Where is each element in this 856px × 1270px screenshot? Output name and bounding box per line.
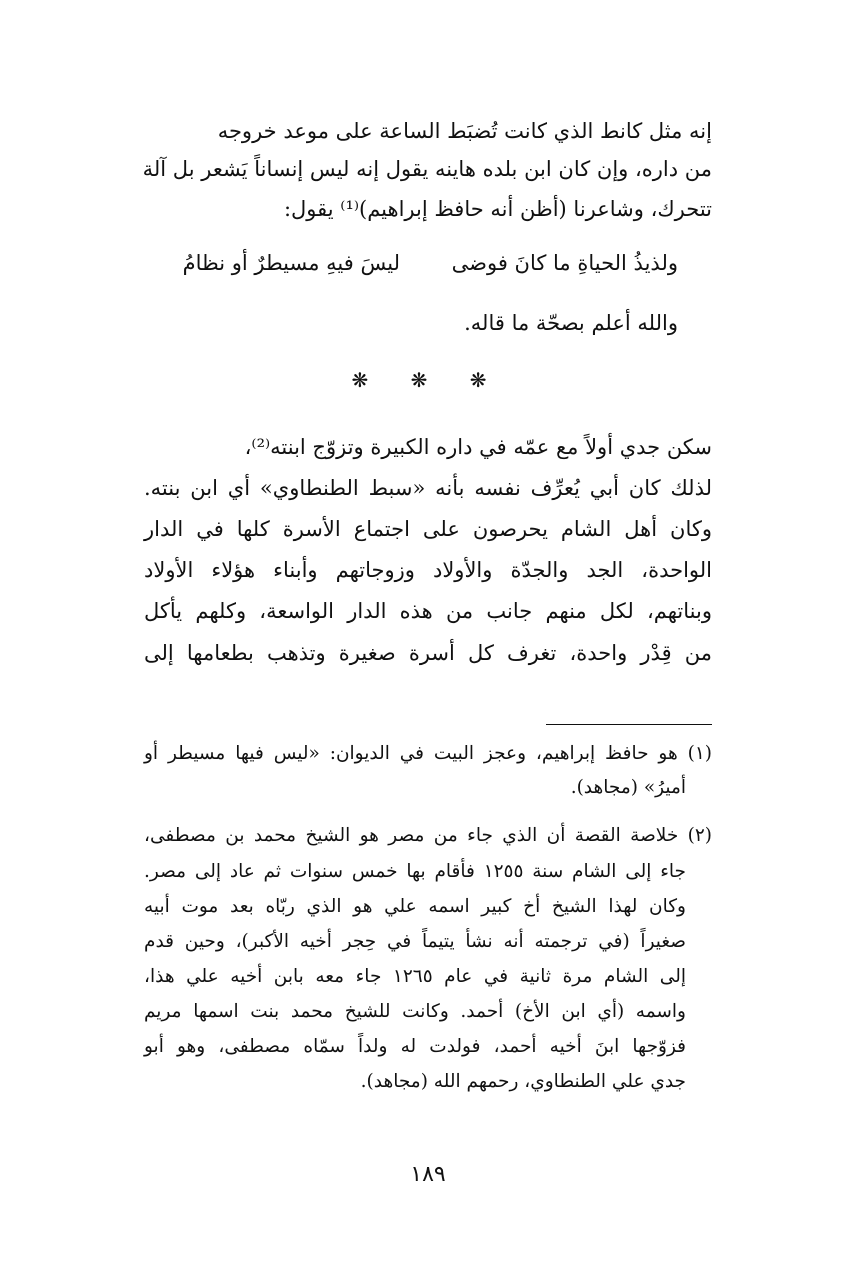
footnote-line: جدي علي الطنطاوي، رحمهم الله (مجاهد). (360, 1071, 686, 1092)
footnote-line: واسمه (أي ابن الأخ) أحمد. وكانت للشيخ محمد بنت اسمها مريم (144, 1001, 686, 1022)
body-line: سكن جدي أولاً مع عمّه في داره الكبيرة وتزوّج ابنته⁽²⁾، (244, 435, 712, 459)
footnote-line: (٢) خلاصة القصة أن الذي جاء من مصر هو الشيخ محمد بن مصطفى، (144, 825, 712, 846)
verse-second-hemistich: ليسَ فيهِ مسيطرٌ أو نظامُ (182, 251, 400, 275)
body-line: من قِدْر واحدة، تغرف كل أسرة صغيرة وتذهب بطعامها إلى (144, 641, 712, 665)
body-line: الواحدة، الجد والجدّة والأولاد وزوجاتهم وأبناء هؤلاء الأولاد (144, 558, 712, 582)
body-line: تتحرك، وشاعرنا (أظن أنه حافظ إبراهيم)⁽¹⁾ يقول: (283, 197, 712, 221)
body-line: وبناتهم، لكل منهم جانب من هذه الدار الواسعة، وكلهم يأكل (144, 599, 712, 623)
footnote-line: (١) هو حافظ إبراهيم، وعجز البيت في الديوان: «ليس فيها مسيطر أو (144, 743, 712, 764)
closing-line: والله أعلم بصحّة ما قاله. (464, 311, 678, 335)
footnote-line: صغيراً (في ترجمته أنه نشأ يتيماً في حِجر أخيه الأكبر)، وحين قدم (144, 931, 686, 952)
section-separator: ❋ ❋ ❋ (351, 368, 505, 392)
footnote-rule (546, 724, 712, 725)
footnote-line: وكان لهذا الشيخ أخ كبير اسمه علي هو الذي ربّاه بعد موت أبيه (144, 896, 686, 917)
body-line: من داره، وإن كان ابن بلده هاينه يقول إنه ليس إنساناً يَشعر بل آلة (142, 157, 712, 181)
body-line: لذلك كان أبي يُعرِّف نفسه بأنه «سبط الطنطاوي» أي ابن بنته. (144, 476, 712, 500)
footnote-line: أميرُ» (مجاهد). (570, 777, 686, 798)
body-line: إنه مثل كانط الذي كانت تُضبَط الساعة على موعد خروجه (217, 119, 712, 143)
footnote-line: إلى الشام مرة ثانية في عام ١٢٦٥ جاء معه بابن أخيه علي هذا، (144, 966, 686, 987)
body-line: وكان أهل الشام يحرصون على اجتماع الأسرة كلها في الدار (144, 517, 712, 541)
page-number: ١٨٩ (410, 1162, 446, 1187)
verse-first-hemistich: ولذيذُ الحياةِ ما كانَ فوضى (451, 251, 678, 275)
footnote-line: فزوّجها ابنَ أخيه أحمد، فولدت له ولداً سمّاه مصطفى، وهو أبو (144, 1036, 686, 1057)
footnote-line: جاء إلى الشام سنة ١٢٥٥ فأقام بها خمس سنوات ثم عاد إلى مصر. (144, 861, 686, 882)
